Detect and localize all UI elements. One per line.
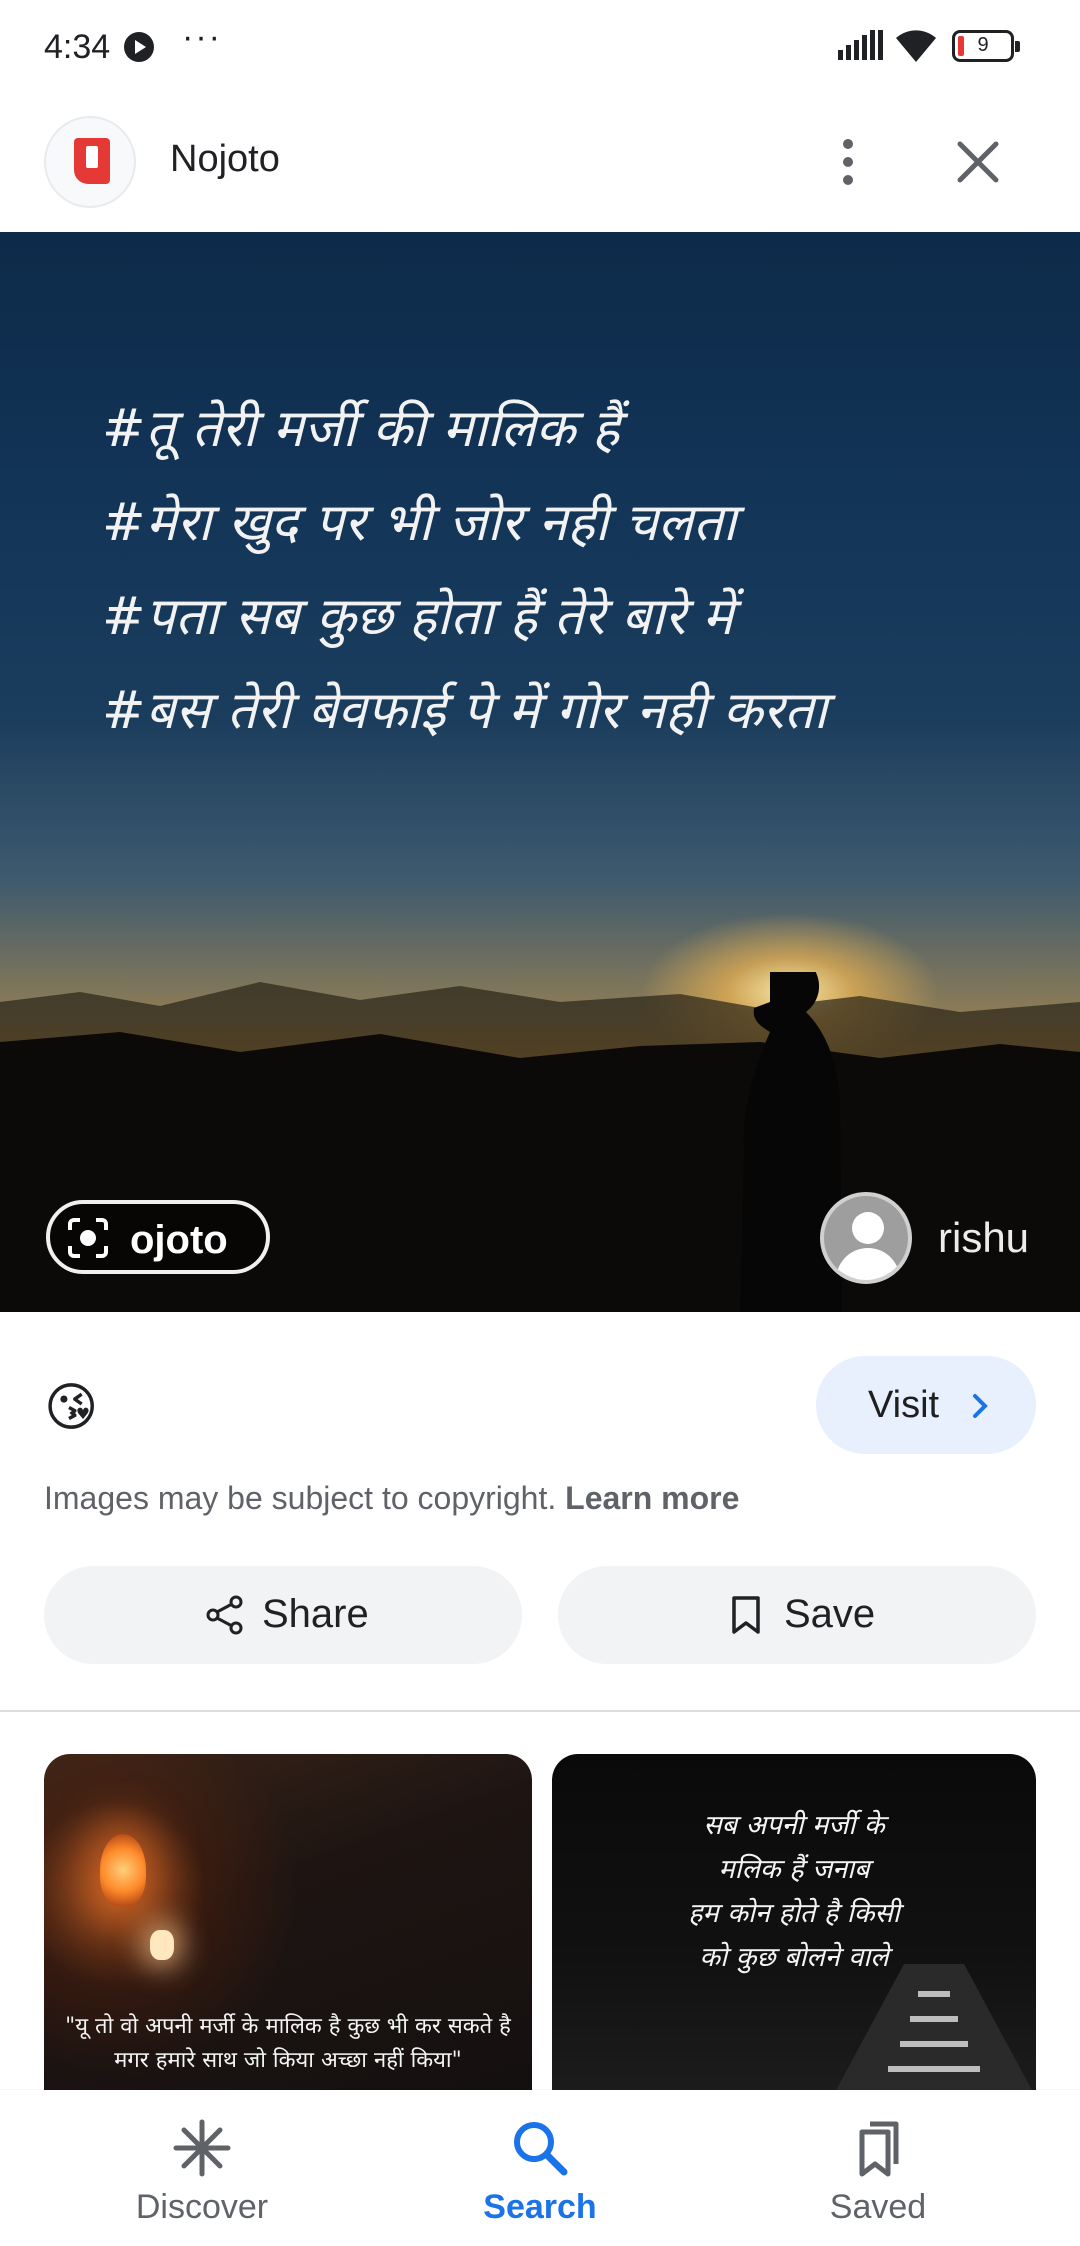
quote-line: #तू तेरी मर्जी की मालिक हैं	[102, 399, 620, 459]
more-options-icon[interactable]	[826, 134, 870, 190]
saved-collections-icon	[848, 2118, 908, 2178]
nav-search[interactable]	[420, 2090, 660, 2246]
nav-saved[interactable]	[758, 2090, 998, 2246]
card-quote-text	[552, 1804, 1036, 1980]
learn-more-link[interactable]: Learn more	[565, 1480, 740, 1516]
signal-icon	[838, 28, 884, 62]
result-title-emoji: 😘	[44, 1379, 99, 1437]
share-label: Share	[262, 1592, 369, 1636]
result-image[interactable]	[0, 232, 1080, 1312]
status-more-notifications: ···	[182, 18, 222, 56]
status-bar	[0, 0, 1080, 92]
battery-icon	[952, 30, 1014, 62]
card-quote-line: मगर हमारे साथ जो किया अच्छा नहीं किया"	[114, 2048, 462, 2073]
share-icon	[204, 1594, 246, 1636]
site-logo[interactable]	[44, 116, 136, 208]
bottom-navigation	[0, 2090, 1080, 2246]
lens-icon	[64, 1214, 112, 1262]
discover-asterisk-icon	[172, 2118, 232, 2178]
related-image-card[interactable]	[552, 1754, 1036, 2094]
copyright-text: Images may be subject to copyright.	[44, 1480, 557, 1516]
bookmark-icon	[728, 1594, 764, 1636]
watermark-text: ojoto	[130, 1218, 228, 1262]
quote-line: #बस तेरी बेवफाई पे में गोर नही करता	[102, 681, 828, 741]
nav-search-label: Search	[483, 2188, 597, 2226]
card-quote-line: सब अपनी मर्जी के	[703, 1810, 885, 1841]
nav-discover[interactable]	[82, 2090, 322, 2246]
chevron-right-icon	[970, 1392, 990, 1420]
nav-discover-label: Discover	[135, 2188, 269, 2226]
save-label: Save	[784, 1592, 876, 1636]
quote-line: #पता सब कुछ होता हैं तेरे बारे में	[102, 587, 734, 647]
related-image-card[interactable]	[44, 1754, 532, 2094]
card-quote-text	[44, 2010, 532, 2078]
search-icon	[510, 2118, 570, 2178]
close-icon[interactable]	[950, 134, 1006, 190]
visit-button[interactable]	[816, 1356, 1036, 1454]
nojoto-watermark	[46, 1200, 270, 1274]
quote-line: #मेरा खुद पर भी जोर नही चलता	[102, 493, 737, 553]
corridor-pillars	[834, 1964, 1034, 2094]
author-avatar	[820, 1192, 912, 1284]
copyright-notice	[44, 1480, 739, 1517]
share-button[interactable]	[44, 1566, 522, 1664]
site-name[interactable]: Nojoto	[170, 138, 280, 180]
media-playing-icon	[124, 32, 154, 62]
battery-level: 9	[977, 34, 989, 56]
card-quote-line: "यू तो वो अपनी मर्जी के मालिक है कुछ भी कर सकते है	[65, 2014, 511, 2039]
status-time: 4:34	[44, 28, 111, 66]
nojoto-logo-icon	[74, 138, 110, 184]
light-bulb	[100, 1834, 146, 1906]
lens-result-header	[0, 92, 1080, 232]
image-quote-text	[102, 382, 1022, 758]
visit-label: Visit	[868, 1384, 940, 1426]
section-divider	[0, 1710, 1080, 1712]
wifi-icon	[893, 26, 939, 64]
nav-saved-label: Saved	[829, 2188, 927, 2226]
card-quote-line: मलिक हैं जनाब	[718, 1854, 870, 1885]
author-name: rishu	[938, 1214, 1030, 1261]
card-quote-line: हम कोन होते है किसी	[688, 1898, 900, 1929]
save-button[interactable]	[558, 1566, 1036, 1664]
card-quote-line: को कुछ बोलने वाले	[699, 1942, 889, 1973]
